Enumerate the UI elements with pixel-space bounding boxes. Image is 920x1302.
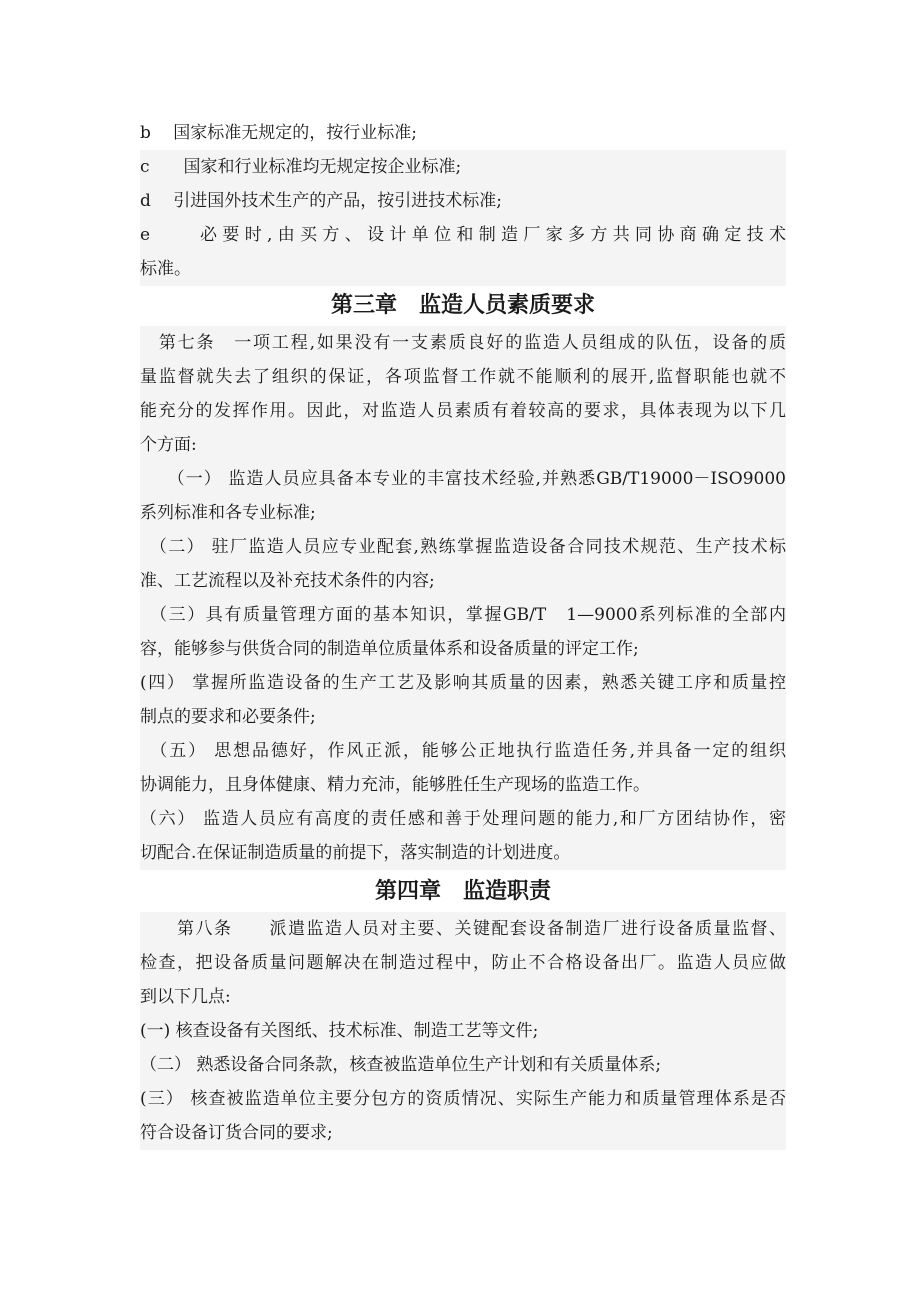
ch3-line-16: 切配合.在保证制造质量的前提下，落实制造的计划进度。 bbox=[140, 836, 786, 870]
document-page bbox=[140, 116, 786, 1150]
ch4-line-5: （二） 熟悉设备合同条款，核查被监造单位生产计划和有关质量体系; bbox=[140, 1048, 786, 1082]
ch3-line-1: 第七条 一项工程,如果没有一支素质良好的监造人员组成的队伍，设备的质 bbox=[140, 326, 786, 360]
ch4-line-4: (一) 核查设备有关图纸、技术标准、制造工艺等文件; bbox=[140, 1014, 786, 1048]
ch4-line-2: 检查，把设备质量问题解决在制造过程中，防止不合格设备出厂。监造人员应做 bbox=[140, 946, 786, 980]
ch3-line-15: （六） 监造人员应有高度的责任感和善于处理问题的能力,和厂方团结协作，密 bbox=[140, 802, 786, 836]
ch3-line-12: 制点的要求和必要条件; bbox=[140, 700, 786, 734]
chapter-4-title: 第四章 监造职责 bbox=[374, 879, 551, 904]
ch3-line-6: 系列标准和各专业标准; bbox=[140, 496, 786, 530]
ch3-line-5: （一） 监造人员应具备本专业的丰富技术经验,并熟悉GB/T19000－ISO9000 bbox=[140, 462, 786, 496]
ch3-line-7: （二） 驻厂监造人员应专业配套,熟练掌握监造设备合同技术规范、生产技术标 bbox=[140, 530, 786, 564]
ch3-line-14: 协调能力，且身体健康、精力充沛，能够胜任生产现场的监造工作。 bbox=[140, 768, 786, 802]
ch3-line-8: 准、工艺流程以及补充技术条件的内容; bbox=[140, 564, 786, 598]
ch4-line-6: (三） 核查被监造单位主要分包方的资质情况、实际生产能力和质量管理体系是否 bbox=[140, 1082, 786, 1116]
ch3-line-10: 容，能够参与供货合同的制造单位质量体系和设备质量的评定工作; bbox=[140, 632, 786, 666]
ch3-line-4: 个方面: bbox=[140, 428, 786, 462]
ch3-line-3: 能充分的发挥作用。因此，对监造人员素质有着较高的要求，具体表现为以下几 bbox=[140, 394, 786, 428]
intro-line-b: b 国家标准无规定的，按行业标准; bbox=[140, 123, 418, 143]
ch3-line-11: (四） 掌握所监造设备的生产工艺及影响其质量的因素，熟悉关键工序和质量控 bbox=[140, 666, 786, 700]
intro-line-d: d 引进国外技术生产的产品，按引进技术标准; bbox=[140, 184, 786, 218]
chapter-3-title: 第三章 监造人员素质要求 bbox=[330, 293, 595, 318]
ch4-line-3: 到以下几点: bbox=[140, 980, 786, 1014]
ch4-line-1: 第八条 派遣监造人员对主要、关键配套设备制造厂进行设备质量监督、 bbox=[140, 912, 786, 946]
intro-line-e: e 必要时,由买方、设计单位和制造厂家多方共同协商确定技术 bbox=[140, 218, 786, 252]
ch3-line-2: 量监督就失去了组织的保证，各项监督工作就不能顺利的展开,监督职能也就不 bbox=[140, 360, 786, 394]
ch3-line-9: （三）具有质量管理方面的基本知识，掌握GB/T 1—9000系列标准的全部内 bbox=[140, 598, 786, 632]
ch3-line-13: （五） 思想品德好，作风正派，能够公正地执行监造任务,并具备一定的组织 bbox=[140, 734, 786, 768]
intro-line-e-cont: 标准。 bbox=[140, 252, 786, 286]
intro-line-c: c 国家和行业标准均无规定按企业标准; bbox=[140, 150, 786, 184]
ch4-line-7: 符合设备订货合同的要求; bbox=[140, 1116, 786, 1150]
